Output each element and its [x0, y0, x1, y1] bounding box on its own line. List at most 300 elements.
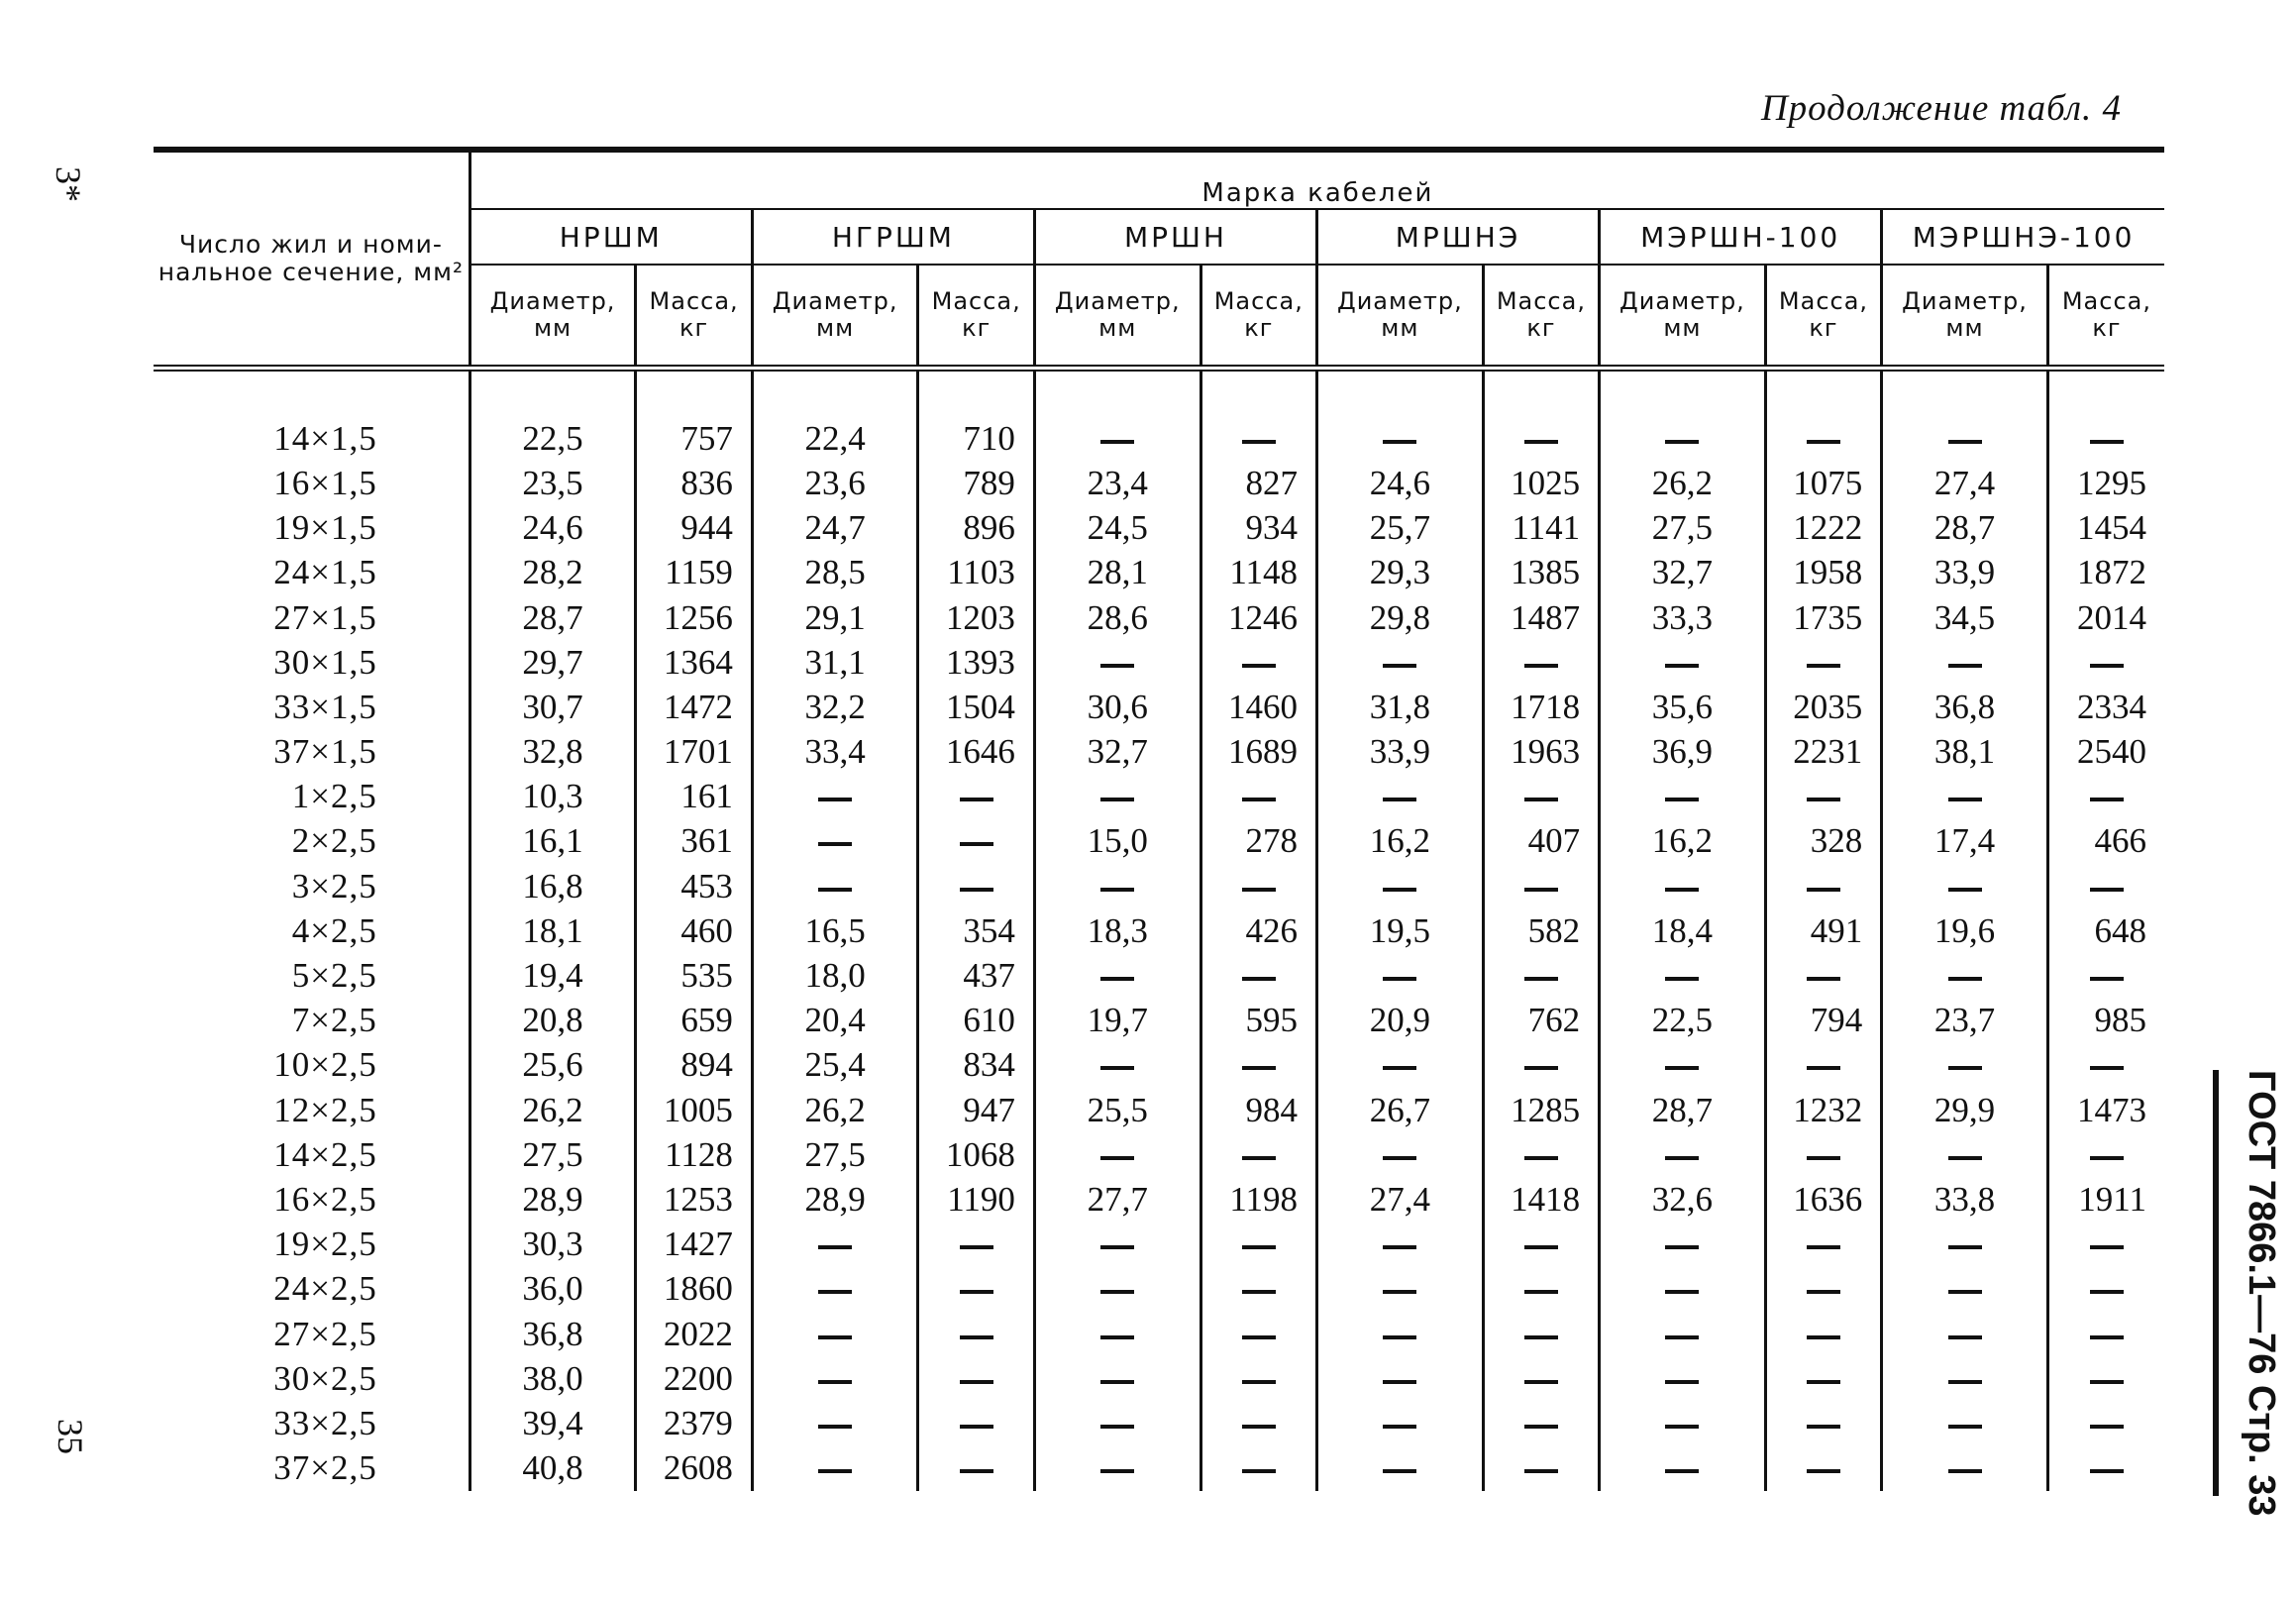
mass-cell: 944	[636, 506, 752, 551]
empty-dash	[2090, 1425, 2124, 1429]
empty-dash	[1807, 440, 1840, 444]
mass-cell	[1200, 1043, 1316, 1088]
mass-cell	[2047, 1356, 2164, 1401]
mass-cell	[1483, 864, 1599, 908]
diameter-cell	[1317, 1223, 1484, 1267]
mass-cell: 1454	[2047, 506, 2164, 551]
empty-dash	[1242, 1156, 1276, 1160]
diameter-header: Диаметр, мм	[1317, 265, 1484, 369]
empty-dash	[1524, 1425, 1558, 1429]
mass-header: Масса, кг	[2047, 265, 2164, 369]
empty-dash	[1383, 1380, 1416, 1384]
mass-cell	[1765, 640, 1881, 685]
empty-dash	[1807, 1290, 1840, 1294]
empty-dash	[1242, 888, 1276, 892]
mass-cell: 491	[1765, 908, 1881, 953]
brand-header: НРШМ	[470, 209, 752, 265]
cable-table	[154, 147, 2164, 1491]
empty-dash	[960, 888, 993, 892]
mass-cell: 437	[918, 953, 1034, 998]
mass-cell: 1504	[918, 685, 1034, 729]
row-label: 16×2,5	[273, 1179, 377, 1219]
mass-cell: 1148	[1200, 551, 1316, 595]
empty-dash	[818, 842, 852, 846]
empty-dash	[1524, 1245, 1558, 1249]
row-label: 27×1,5	[273, 597, 377, 637]
mass-cell	[2047, 416, 2164, 461]
mass-cell	[1765, 775, 1881, 819]
diameter-cell: 28,7	[1882, 506, 2048, 551]
empty-dash	[1665, 977, 1699, 981]
mass-cell	[1200, 1401, 1316, 1445]
spacer-cell	[918, 369, 1034, 417]
mass-cell: 407	[1483, 819, 1599, 864]
table-row	[154, 1356, 2164, 1401]
mass-header: Масса, кг	[1765, 265, 1881, 369]
mass-cell	[918, 1267, 1034, 1312]
mass-cell	[2047, 1223, 2164, 1267]
diameter-cell: 33,9	[1882, 551, 2048, 595]
mass-cell: 2035	[1765, 685, 1881, 729]
empty-dash	[960, 1290, 993, 1294]
empty-dash	[960, 1425, 993, 1429]
mass-cell	[1200, 1446, 1316, 1491]
mass-cell: 1025	[1483, 461, 1599, 505]
diameter-cell: 20,4	[752, 999, 918, 1043]
diameter-cell: 18,0	[752, 953, 918, 998]
mass-cell	[918, 1356, 1034, 1401]
diameter-cell	[1600, 775, 1766, 819]
diameter-cell: 30,6	[1034, 685, 1200, 729]
mass-cell	[918, 1223, 1034, 1267]
empty-dash	[1807, 1380, 1840, 1384]
diameter-cell: 19,5	[1317, 908, 1484, 953]
diameter-cell: 29,1	[752, 595, 918, 640]
mass-cell: 1198	[1200, 1177, 1316, 1222]
mass-cell	[1765, 1312, 1881, 1356]
diameter-cell: 32,6	[1600, 1177, 1766, 1222]
diameter-cell: 17,4	[1882, 819, 2048, 864]
diameter-cell: 27,5	[752, 1132, 918, 1177]
diameter-cell: 19,4	[470, 953, 636, 998]
brand-header: МРШНЭ	[1317, 209, 1600, 265]
group-header: Марка кабелей	[470, 150, 2164, 209]
empty-dash	[1807, 1335, 1840, 1339]
mass-cell	[1483, 1401, 1599, 1445]
mass-cell: 710	[918, 416, 1034, 461]
diameter-cell	[1317, 1267, 1484, 1312]
empty-dash	[1665, 1290, 1699, 1294]
spacer-cell	[1483, 369, 1599, 417]
diameter-cell	[1600, 1132, 1766, 1177]
diameter-cell: 16,8	[470, 864, 636, 908]
diameter-cell	[1600, 416, 1766, 461]
row-label: 16×1,5	[273, 463, 377, 502]
mass-cell	[1200, 864, 1316, 908]
diameter-cell: 24,5	[1034, 506, 1200, 551]
diameter-cell	[1882, 1267, 2048, 1312]
empty-dash	[1948, 1156, 1982, 1160]
mass-cell: 1872	[2047, 551, 2164, 595]
table-row	[154, 551, 2164, 595]
diameter-cell: 22,5	[1600, 999, 1766, 1043]
stub-header: Число жил и номи- нальное сечение, мм²	[154, 150, 470, 369]
mass-cell: 466	[2047, 819, 2164, 864]
diameter-cell: 25,6	[470, 1043, 636, 1088]
diameter-cell	[752, 819, 918, 864]
diameter-cell: 31,1	[752, 640, 918, 685]
empty-dash	[1524, 664, 1558, 668]
row-label: 12×2,5	[273, 1090, 377, 1129]
diameter-cell	[752, 775, 918, 819]
mass-cell: 894	[636, 1043, 752, 1088]
mass-cell: 2200	[636, 1356, 752, 1401]
empty-dash	[1665, 664, 1699, 668]
diameter-cell: 28,9	[470, 1177, 636, 1222]
diameter-cell: 27,5	[1600, 506, 1766, 551]
diameter-cell: 28,1	[1034, 551, 1200, 595]
empty-dash	[1807, 664, 1840, 668]
mass-cell: 1203	[918, 595, 1034, 640]
mass-cell: 610	[918, 999, 1034, 1043]
diameter-cell: 19,7	[1034, 999, 1200, 1043]
diameter-header: Диаметр, мм	[1034, 265, 1200, 369]
empty-dash	[1948, 798, 1982, 801]
row-label: 33×1,5	[273, 687, 377, 726]
mass-cell: 757	[636, 416, 752, 461]
spacer-cell	[1882, 369, 2048, 417]
mass-header: Масса, кг	[918, 265, 1034, 369]
diameter-cell: 36,8	[1882, 685, 2048, 729]
mass-cell: 2022	[636, 1312, 752, 1356]
table-row	[154, 864, 2164, 908]
diameter-cell: 26,2	[752, 1088, 918, 1132]
empty-dash	[2090, 440, 2124, 444]
diameter-cell: 22,4	[752, 416, 918, 461]
mass-cell	[1483, 1312, 1599, 1356]
mass-cell	[1483, 775, 1599, 819]
diameter-cell	[1882, 416, 2048, 461]
empty-dash	[1383, 440, 1416, 444]
mass-cell: 648	[2047, 908, 2164, 953]
empty-dash	[1948, 1380, 1982, 1384]
row-label: 3×2,5	[291, 866, 377, 906]
diameter-cell	[1600, 1401, 1766, 1445]
empty-dash	[1383, 1335, 1416, 1339]
mass-cell: 278	[1200, 819, 1316, 864]
empty-dash	[1100, 440, 1134, 444]
empty-dash	[1383, 888, 1416, 892]
diameter-cell	[752, 1446, 918, 1491]
empty-dash	[1100, 798, 1134, 801]
mass-cell: 1701	[636, 730, 752, 775]
mass-cell	[1765, 1223, 1881, 1267]
empty-dash	[960, 798, 993, 801]
brand-header: НГРШМ	[752, 209, 1034, 265]
diameter-cell	[1317, 775, 1484, 819]
mass-cell	[918, 1312, 1034, 1356]
mass-cell: 794	[1765, 999, 1881, 1043]
empty-dash	[1524, 1469, 1558, 1473]
diameter-cell: 27,7	[1034, 1177, 1200, 1222]
mass-cell	[2047, 953, 2164, 998]
diameter-cell	[1034, 1401, 1200, 1445]
empty-dash	[1948, 1469, 1982, 1473]
table-row	[154, 1312, 2164, 1356]
mass-cell: 1958	[1765, 551, 1881, 595]
row-label: 19×1,5	[273, 508, 377, 548]
diameter-header: Диаметр, мм	[1882, 265, 2048, 369]
mass-cell	[2047, 1132, 2164, 1177]
diameter-cell	[1034, 1356, 1200, 1401]
spacer-cell	[1317, 369, 1484, 417]
empty-dash	[1100, 1335, 1134, 1339]
table-row	[154, 506, 2164, 551]
diameter-cell: 28,9	[752, 1177, 918, 1222]
brand-header: МЭРШНЭ-100	[1882, 209, 2164, 265]
mass-cell	[2047, 775, 2164, 819]
empty-dash	[1100, 888, 1134, 892]
row-label: 24×2,5	[273, 1269, 377, 1309]
mass-cell: 161	[636, 775, 752, 819]
mass-cell: 1364	[636, 640, 752, 685]
mass-cell: 2379	[636, 1401, 752, 1445]
diameter-cell	[1882, 1312, 2048, 1356]
table-row	[154, 775, 2164, 819]
mass-cell	[1483, 953, 1599, 998]
empty-dash	[1948, 664, 1982, 668]
diameter-cell	[1882, 640, 2048, 685]
diameter-cell	[1317, 1446, 1484, 1491]
empty-dash	[1807, 1245, 1840, 1249]
diameter-cell	[1034, 775, 1200, 819]
diameter-cell: 32,8	[470, 730, 636, 775]
empty-dash	[818, 1425, 852, 1429]
diameter-cell: 32,7	[1600, 551, 1766, 595]
diameter-cell: 33,3	[1600, 595, 1766, 640]
mass-cell: 1911	[2047, 1177, 2164, 1222]
empty-dash	[960, 1469, 993, 1473]
diameter-cell	[752, 1356, 918, 1401]
empty-dash	[1524, 888, 1558, 892]
table-row	[154, 1401, 2164, 1445]
mass-cell	[918, 1446, 1034, 1491]
diameter-cell: 24,7	[752, 506, 918, 551]
diameter-cell	[1317, 1356, 1484, 1401]
empty-dash	[1100, 977, 1134, 981]
mass-cell	[918, 864, 1034, 908]
mass-cell: 1159	[636, 551, 752, 595]
empty-dash	[1665, 1335, 1699, 1339]
diameter-cell	[1600, 1446, 1766, 1491]
mass-cell: 1190	[918, 1177, 1034, 1222]
diameter-cell: 29,9	[1882, 1088, 2048, 1132]
empty-dash	[818, 1469, 852, 1473]
diameter-cell	[1034, 1267, 1200, 1312]
row-label: 4×2,5	[291, 910, 377, 950]
mass-cell	[1200, 953, 1316, 998]
diameter-cell	[752, 1223, 918, 1267]
page-number: 35	[51, 1419, 90, 1454]
table-row	[154, 1043, 2164, 1088]
mass-cell: 1222	[1765, 506, 1881, 551]
row-label: 30×2,5	[273, 1358, 377, 1398]
mass-cell: 1473	[2047, 1088, 2164, 1132]
diameter-cell	[1882, 1446, 2048, 1491]
empty-dash	[1665, 1425, 1699, 1429]
empty-dash	[1665, 1380, 1699, 1384]
mass-cell: 985	[2047, 999, 2164, 1043]
row-label: 27×2,5	[273, 1314, 377, 1353]
table-row	[154, 1446, 2164, 1491]
mass-cell	[1200, 1223, 1316, 1267]
diameter-cell	[1600, 1223, 1766, 1267]
mass-cell: 1295	[2047, 461, 2164, 505]
empty-dash	[2090, 977, 2124, 981]
empty-dash	[1665, 798, 1699, 801]
diameter-cell: 36,0	[470, 1267, 636, 1312]
diameter-cell: 36,8	[470, 1312, 636, 1356]
table-row	[154, 685, 2164, 729]
mass-cell: 1689	[1200, 730, 1316, 775]
diameter-header: Диаметр, мм	[1600, 265, 1766, 369]
mass-cell: 1075	[1765, 461, 1881, 505]
mass-cell: 1285	[1483, 1088, 1599, 1132]
mass-cell	[1765, 1401, 1881, 1445]
empty-dash	[2090, 1335, 2124, 1339]
empty-dash	[1242, 440, 1276, 444]
empty-dash	[1524, 1335, 1558, 1339]
diameter-cell	[1882, 1356, 2048, 1401]
empty-dash	[1383, 1425, 1416, 1429]
diameter-cell: 33,9	[1317, 730, 1484, 775]
mass-cell: 762	[1483, 999, 1599, 1043]
diameter-cell	[1034, 1043, 1200, 1088]
mass-cell: 1418	[1483, 1177, 1599, 1222]
empty-dash	[818, 798, 852, 801]
mass-cell	[2047, 1267, 2164, 1312]
empty-dash	[1242, 1335, 1276, 1339]
diameter-cell	[1882, 1223, 2048, 1267]
diameter-cell: 28,6	[1034, 595, 1200, 640]
empty-dash	[1383, 798, 1416, 801]
spacer-cell	[752, 369, 918, 417]
mass-cell: 354	[918, 908, 1034, 953]
mass-cell: 1256	[636, 595, 752, 640]
empty-dash	[1242, 664, 1276, 668]
diameter-cell: 28,7	[1600, 1088, 1766, 1132]
mass-cell: 361	[636, 819, 752, 864]
mass-cell	[918, 819, 1034, 864]
empty-dash	[2090, 1156, 2124, 1160]
mass-cell	[1765, 1132, 1881, 1177]
empty-dash	[1100, 1066, 1134, 1070]
mass-cell	[1200, 416, 1316, 461]
mass-cell	[918, 775, 1034, 819]
empty-dash	[1100, 1425, 1134, 1429]
diameter-cell: 16,2	[1317, 819, 1484, 864]
mass-cell: 947	[918, 1088, 1034, 1132]
row-label: 33×2,5	[273, 1403, 377, 1442]
diameter-cell	[1317, 1401, 1484, 1445]
mass-cell	[1200, 1132, 1316, 1177]
table-row	[154, 1267, 2164, 1312]
mass-cell: 896	[918, 506, 1034, 551]
spacer-cell	[2047, 369, 2164, 417]
diameter-cell: 25,7	[1317, 506, 1484, 551]
mass-cell: 827	[1200, 461, 1316, 505]
mass-cell	[2047, 1043, 2164, 1088]
diameter-cell: 33,4	[752, 730, 918, 775]
diameter-cell: 29,8	[1317, 595, 1484, 640]
spacer-cell	[1200, 369, 1316, 417]
mass-cell: 1128	[636, 1132, 752, 1177]
diameter-cell: 20,8	[470, 999, 636, 1043]
mass-cell: 1068	[918, 1132, 1034, 1177]
empty-dash	[2090, 664, 2124, 668]
mass-cell: 2540	[2047, 730, 2164, 775]
diameter-cell: 18,1	[470, 908, 636, 953]
diameter-cell: 15,0	[1034, 819, 1200, 864]
diameter-cell	[1882, 1401, 2048, 1445]
diameter-cell: 38,1	[1882, 730, 2048, 775]
mass-cell: 535	[636, 953, 752, 998]
diameter-cell	[1317, 1132, 1484, 1177]
empty-dash	[2090, 1290, 2124, 1294]
mass-cell	[1765, 1267, 1881, 1312]
empty-dash	[1807, 977, 1840, 981]
mass-header: Масса, кг	[1200, 265, 1316, 369]
diameter-cell	[1600, 1043, 1766, 1088]
mass-cell	[1200, 640, 1316, 685]
diameter-cell	[1034, 1132, 1200, 1177]
table-row	[154, 1223, 2164, 1267]
diameter-cell	[1034, 640, 1200, 685]
row-label: 10×2,5	[273, 1045, 377, 1085]
diameter-cell: 19,6	[1882, 908, 2048, 953]
mass-cell	[1765, 416, 1881, 461]
diameter-cell	[752, 864, 918, 908]
empty-dash	[1383, 1066, 1416, 1070]
diameter-cell: 29,3	[1317, 551, 1484, 595]
empty-dash	[1242, 1066, 1276, 1070]
mass-cell: 1487	[1483, 595, 1599, 640]
diameter-cell: 27,4	[1882, 461, 2048, 505]
empty-dash	[1948, 1290, 1982, 1294]
diameter-cell: 32,2	[752, 685, 918, 729]
row-label: 19×2,5	[273, 1225, 377, 1264]
empty-dash	[1100, 1469, 1134, 1473]
diameter-cell	[1034, 1312, 1200, 1356]
mass-cell: 834	[918, 1043, 1034, 1088]
empty-dash	[2090, 1469, 2124, 1473]
mass-header: Масса, кг	[1483, 265, 1599, 369]
diameter-cell	[1034, 1446, 1200, 1491]
empty-dash	[1524, 1290, 1558, 1294]
empty-dash	[1524, 1066, 1558, 1070]
diameter-header: Диаметр, мм	[470, 265, 636, 369]
table-row	[154, 908, 2164, 953]
table-row	[154, 1088, 2164, 1132]
mass-cell: 426	[1200, 908, 1316, 953]
mass-cell	[918, 1401, 1034, 1445]
table-row	[154, 819, 2164, 864]
table-row	[154, 416, 2164, 461]
diameter-cell: 24,6	[1317, 461, 1484, 505]
mass-cell: 1472	[636, 685, 752, 729]
diameter-cell	[1034, 416, 1200, 461]
empty-dash	[1948, 888, 1982, 892]
